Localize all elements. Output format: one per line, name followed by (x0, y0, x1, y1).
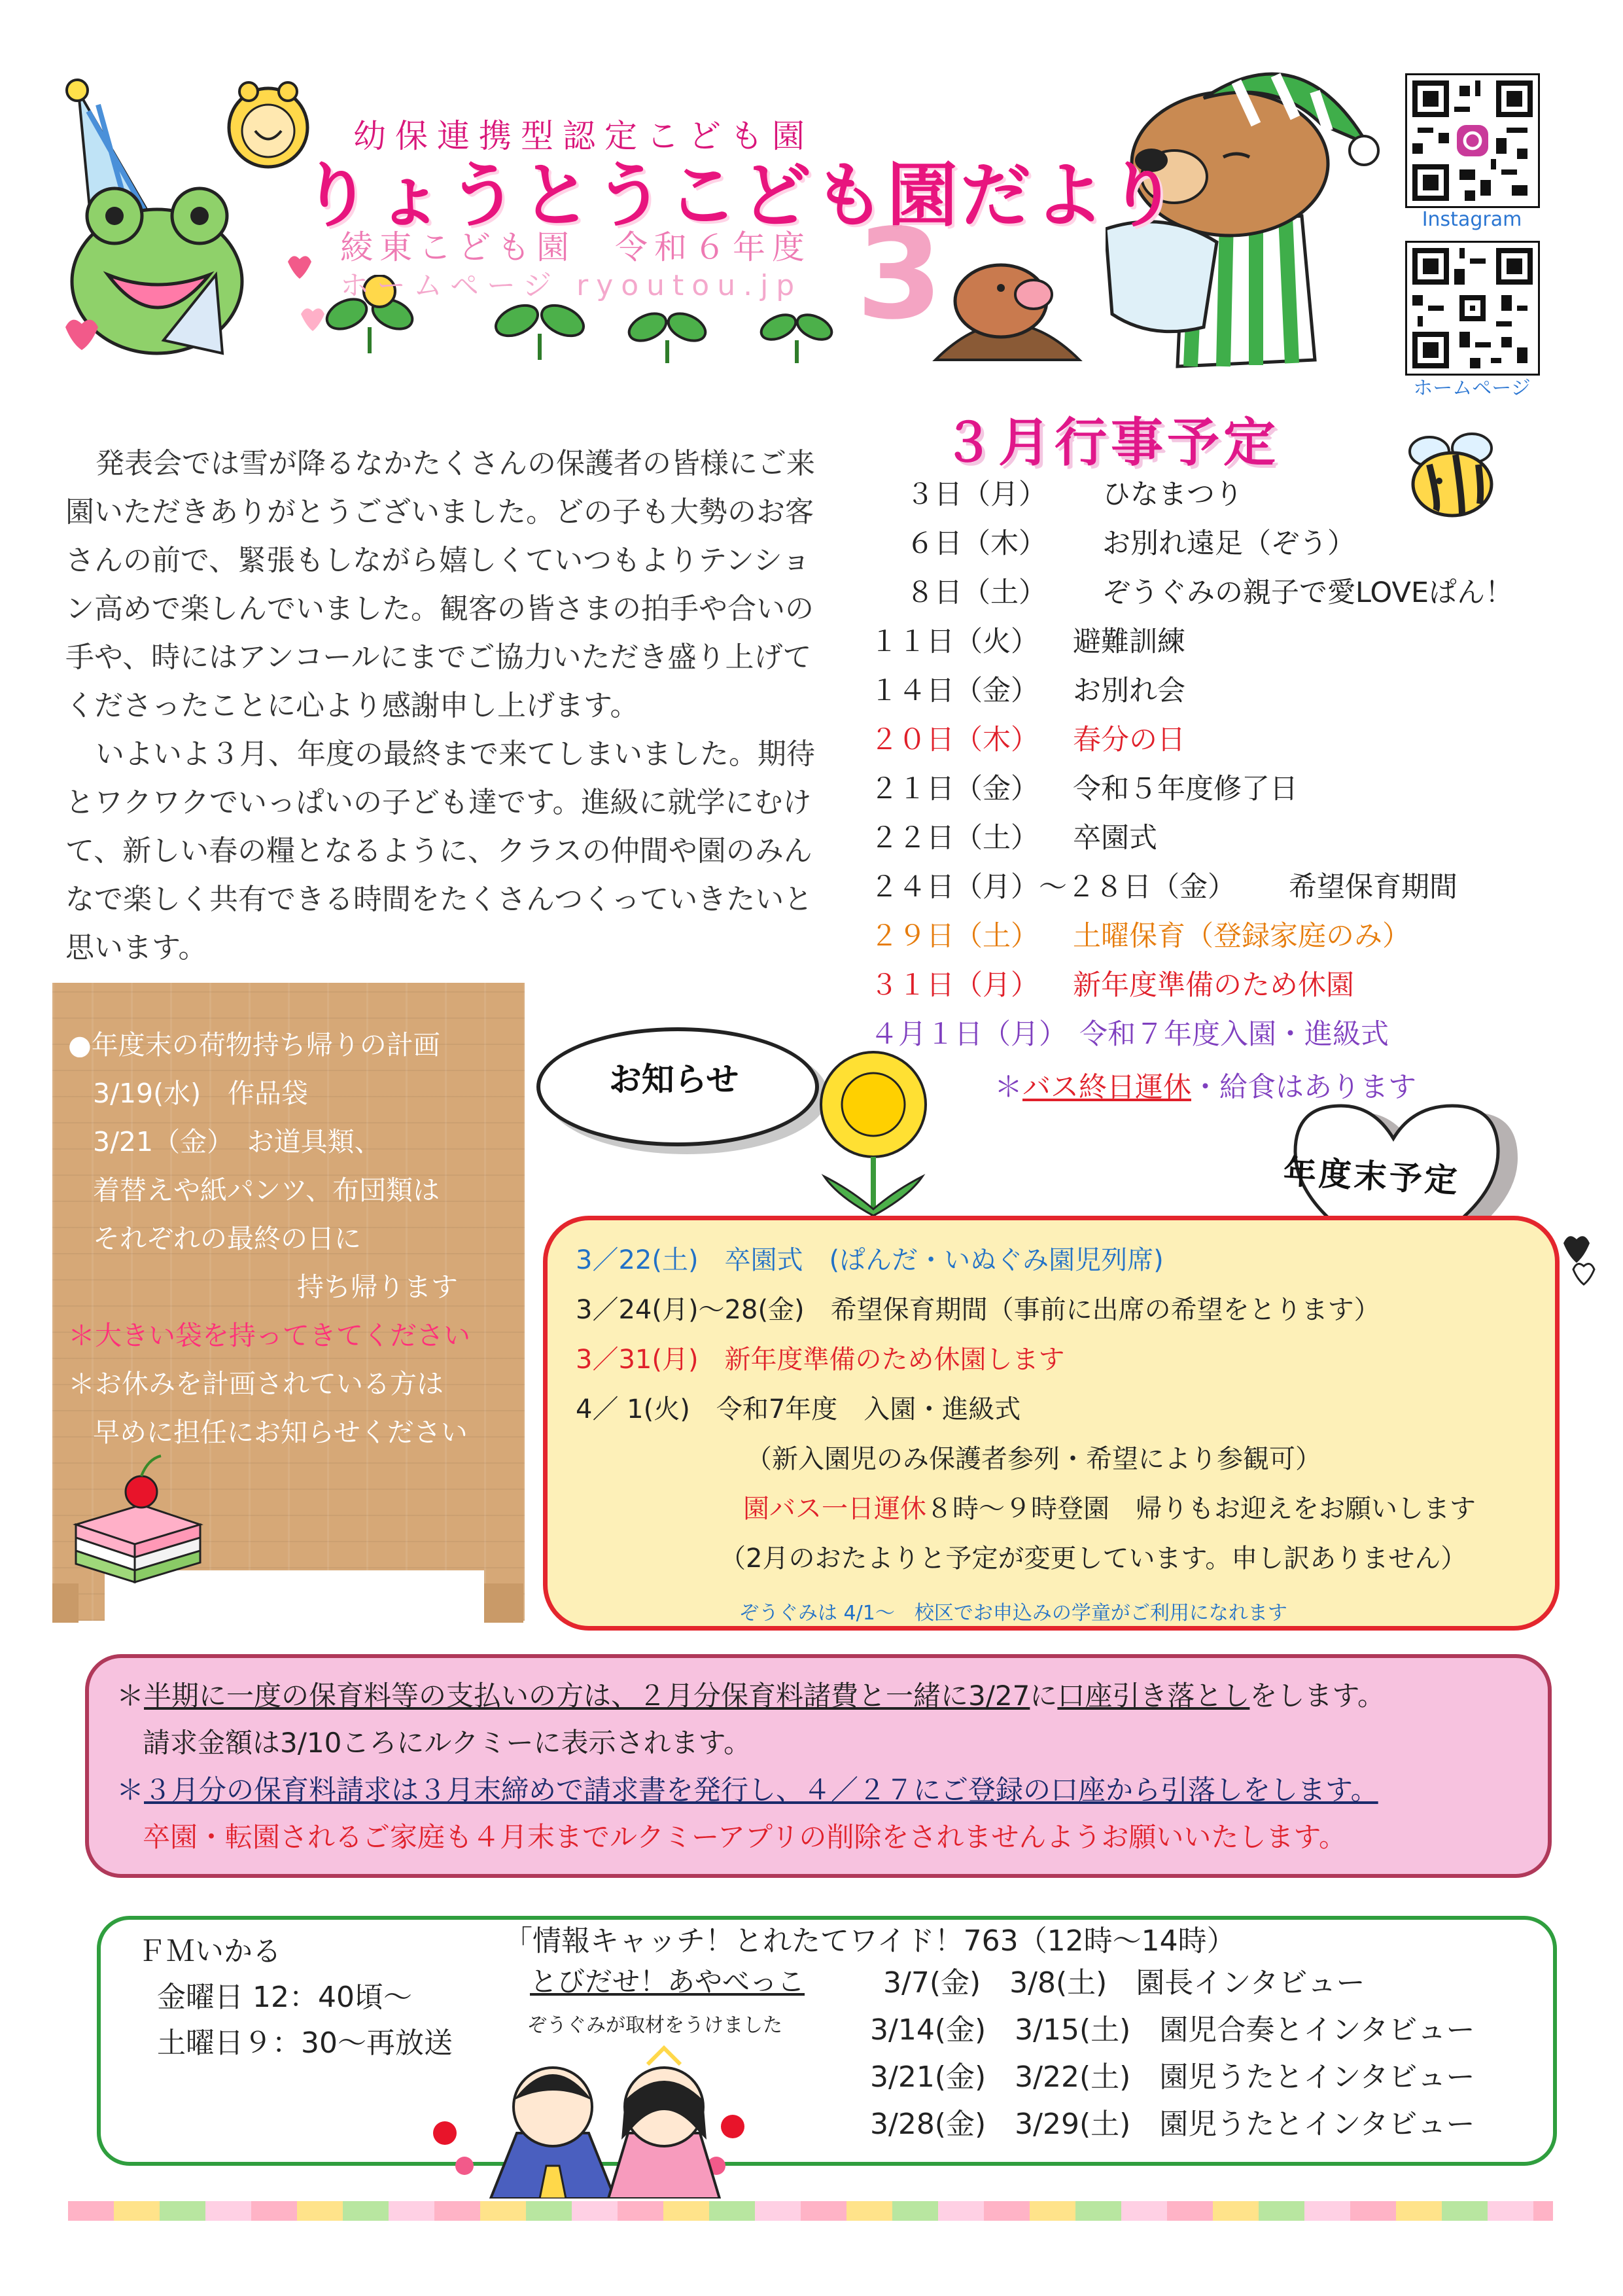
fees-line (116, 1672, 1529, 1720)
schedule-event: ひなまつり (1102, 478, 1243, 511)
fees-text: ３月分の保育料請求は３月末締めで請求書を発行し、４／２７にご登録の口座から引落しをします。 (144, 1774, 1378, 1806)
fees-line: 卒園・転園されるご家庭も４月末までルクミーアプリの削除をされませんようお願いいたします。 (143, 1821, 1347, 1853)
schedule-event: 希望保育期間 (1289, 871, 1457, 904)
fees-text: をします。 (1249, 1680, 1386, 1712)
fees-notice (116, 1672, 1529, 1861)
schedule-date: １１日（火） (870, 626, 1039, 658)
schedule-event: 避難訓練 (1073, 626, 1185, 658)
notice-label: お知らせ (608, 1061, 739, 1099)
schedule-date: ３１日（月） (870, 969, 1039, 1002)
bee-icon (1400, 425, 1505, 523)
schedule-event: ぞうぐみの親子で愛LOVEぱん！ (1102, 576, 1514, 609)
schedule-date: ４月１日（月） (870, 1018, 1067, 1051)
schedule-row (870, 865, 1457, 905)
belongings-absence-note-2: 早めに担任にお知らせください (93, 1417, 468, 1448)
hishimochi-icon (63, 1453, 213, 1583)
radio-topic: 園長インタビュー (1136, 1966, 1365, 2000)
frog-mascot-illustration (52, 65, 340, 373)
bus-closure-detail: ８時～９時登園 帰りもお迎えをお願いします (926, 1494, 1476, 1524)
fees-text: 半期に一度の保育料等の支払いの方は、２月分保育料諸費と一緒に (144, 1680, 969, 1712)
schedule-date: ６日（木） (906, 527, 1047, 560)
board-leg-left (52, 1583, 79, 1623)
radio-row (883, 1959, 1365, 2001)
year-end-item (743, 1484, 1476, 1534)
fees-line (116, 1767, 1529, 1814)
instagram-qr-label: Instagram (1422, 208, 1522, 231)
schedule-date: ２１日（金） (870, 773, 1039, 805)
schedule-date: ２９日（土） (870, 920, 1039, 953)
year-end-item: （新入園児のみ保護者参列・希望により参観可） (746, 1444, 1321, 1474)
schedule-row (906, 521, 1355, 561)
schedule-date: ２４日（月）～２８日（金） (870, 871, 1236, 904)
schedule-row-holiday (870, 718, 1185, 758)
dandelion-icon (798, 1046, 949, 1222)
radio-date: 3/21(金) (870, 2060, 986, 2094)
bus-note-highlight: バス終日運休 (1022, 1071, 1191, 1104)
year-end-item: （2月のおたよりと予定が変更しています。申し訳ありません） (720, 1544, 1467, 1574)
schedule-date: ８日（土） (906, 576, 1047, 609)
radio-date: 3/8(土) (1009, 1966, 1108, 2000)
radio-row (870, 2100, 1475, 2142)
march-schedule-title: ３月行事予定 (942, 412, 1280, 473)
newsletter-subtitle: 幼保連携型認定こども園 (353, 117, 814, 155)
school-year-line: 綾東こども園 令和６年度 (340, 228, 811, 266)
schedule-date: ３日（月） (906, 478, 1047, 511)
radio-time: 金曜日 12：40頃～ (157, 1981, 412, 2014)
board-leg-right (484, 1583, 523, 1623)
year-end-item: 3／24(月)～28(金) 希望保育期間（事前に出席の希望をとります） (576, 1295, 1380, 1325)
fiscal-year-end-label: 年度末予定 (1282, 1152, 1461, 1201)
intro-paragraph-1: 発表会では雪が降るなかたくさんの保護者の皆様にご来園いただきありがとうございました。どの子も大勢のお客さんの前で、緊張もしながら嬉しくていつもよりテンション高めで楽しんでいました。観客の皆さまの拍手や合いの手や、時にはアンコールにまでご協力いただき盛り上げてくださったことに心より感謝申し上げます。 (65, 447, 815, 722)
bus-closure-highlight: 園バス一日運休 (743, 1494, 926, 1524)
bus-note-prefix: ＊ (994, 1071, 1022, 1104)
radio-date: 3/15(土) (1015, 2013, 1131, 2047)
schedule-row-closure (870, 963, 1354, 1003)
schedule-event: お別れ会 (1073, 675, 1185, 707)
schedule-event: お別れ遠足（ぞう） (1102, 527, 1355, 560)
radio-hand-note: ぞうぐみが取材をうけました (527, 2014, 782, 2037)
radio-topic: 園児合奏とインタビュー (1159, 2013, 1475, 2047)
fees-text: に (1030, 1680, 1058, 1712)
radio-time: 土曜日９：30～再放送 (157, 2026, 453, 2060)
fees-text: 口座引き落とし (1057, 1680, 1250, 1712)
newsletter-title: りょうとうこども園だより (301, 155, 1181, 237)
radio-row (870, 2006, 1475, 2048)
homepage-qr-code[interactable] (1405, 241, 1540, 376)
footer-decorative-strip (68, 2201, 1553, 2221)
belongings-line: 3/21（金） お道具類、 (93, 1126, 381, 1157)
year-end-footnote: ぞうぐみは 4/1～ 校区でお申込みの学童がご利用になれます (739, 1602, 1287, 1625)
issue-number: 3 (856, 202, 943, 347)
mole-illustration (929, 249, 1086, 373)
belongings-absence-note: ＊お休みを計画されている方は (68, 1368, 444, 1400)
schedule-event: 令和７年度入園・進級式 (1079, 1018, 1389, 1051)
year-end-item: 4／ 1(火) 令和7年度 入園・進級式 (576, 1394, 1021, 1424)
fees-bullet: ＊ (116, 1680, 145, 1712)
belongings-line: 持ち帰ります (297, 1271, 458, 1303)
schedule-date: １４日（金） (870, 675, 1039, 707)
fees-line: 請求金額は3/10ころにルクミーに表示されます。 (143, 1727, 752, 1759)
radio-topic: 園児うたとインタビュー (1159, 2060, 1475, 2094)
belongings-bag-note: ＊大きい袋を持ってきてください (68, 1320, 470, 1351)
homepage-qr-label: ホームページ (1413, 377, 1531, 400)
radio-row (870, 2053, 1475, 2095)
year-end-item: 3／31(月) 新年度準備のため休園します (576, 1345, 1065, 1375)
schedule-event: 新年度準備のため休園 (1073, 969, 1354, 1002)
bus-note-suffix: ・給食はあります (1191, 1071, 1416, 1104)
radio-program: 「情報キャッチ！とれたてワイド！763（12時～14時） (504, 1924, 1236, 1958)
belongings-line: それぞれの最終の日に (93, 1223, 361, 1254)
belongings-plan (68, 1021, 513, 1457)
fees-date: 3/27 (968, 1680, 1030, 1712)
schedule-row (870, 620, 1185, 660)
schedule-event: 卒園式 (1073, 822, 1157, 855)
hina-dolls-illustration (419, 2035, 759, 2199)
radio-date: 3/22(土) (1015, 2060, 1131, 2094)
schedule-row (870, 767, 1298, 807)
schedule-row (870, 669, 1185, 709)
fees-bullet: ＊ (116, 1774, 145, 1806)
belongings-line: 着替えや紙パンツ、布団類は (93, 1174, 440, 1206)
radio-corner: とびだせ！あやべっこ (530, 1966, 805, 1998)
schedule-row (906, 571, 1513, 610)
schedule-row (870, 816, 1157, 856)
instagram-qr-code[interactable] (1405, 73, 1540, 208)
schedule-date: ２２日（土） (870, 822, 1039, 855)
radio-station-info (137, 1929, 453, 2066)
year-end-item: 3／22(土) 卒園式 (ぱんだ・いぬぐみ園児列席) (576, 1245, 1164, 1275)
schedule-row (906, 472, 1243, 512)
schedule-event: 春分の日 (1073, 724, 1185, 756)
homepage-line: ホームページ ryoutou.jp (340, 269, 803, 302)
schedule-date: ２０日（木） (870, 724, 1039, 756)
schedule-row-saturday-care (870, 914, 1410, 954)
radio-date: 3/14(金) (870, 2013, 986, 2047)
intro-message (65, 440, 831, 972)
belongings-line: 3/19(水) 作品袋 (93, 1078, 309, 1109)
schedule-event: 土曜保育（登録家庭のみ） (1073, 920, 1410, 953)
radio-date: 3/29(土) (1015, 2108, 1131, 2141)
radio-topic: 園児うたとインタビュー (1159, 2108, 1475, 2141)
schedule-event: 令和５年度修了日 (1073, 773, 1298, 805)
intro-paragraph-2: いよいよ３月、年度の最終まで来てしまいました。期待とワクワクでいっぱいの子ども達です。進級に就学にむけて、新しい春の糧となるように、クラスの仲間や園のみんなで楽しく共有できる時間をたくさんつくっていきたいと思います。 (65, 737, 815, 964)
radio-date: 3/28(金) (870, 2108, 986, 2141)
radio-station: ＦＭいかる (137, 1935, 281, 1968)
radio-date: 3/7(金) (883, 1966, 981, 2000)
belongings-heading: ●年度末の荷物持ち帰りの計画 (68, 1029, 440, 1061)
